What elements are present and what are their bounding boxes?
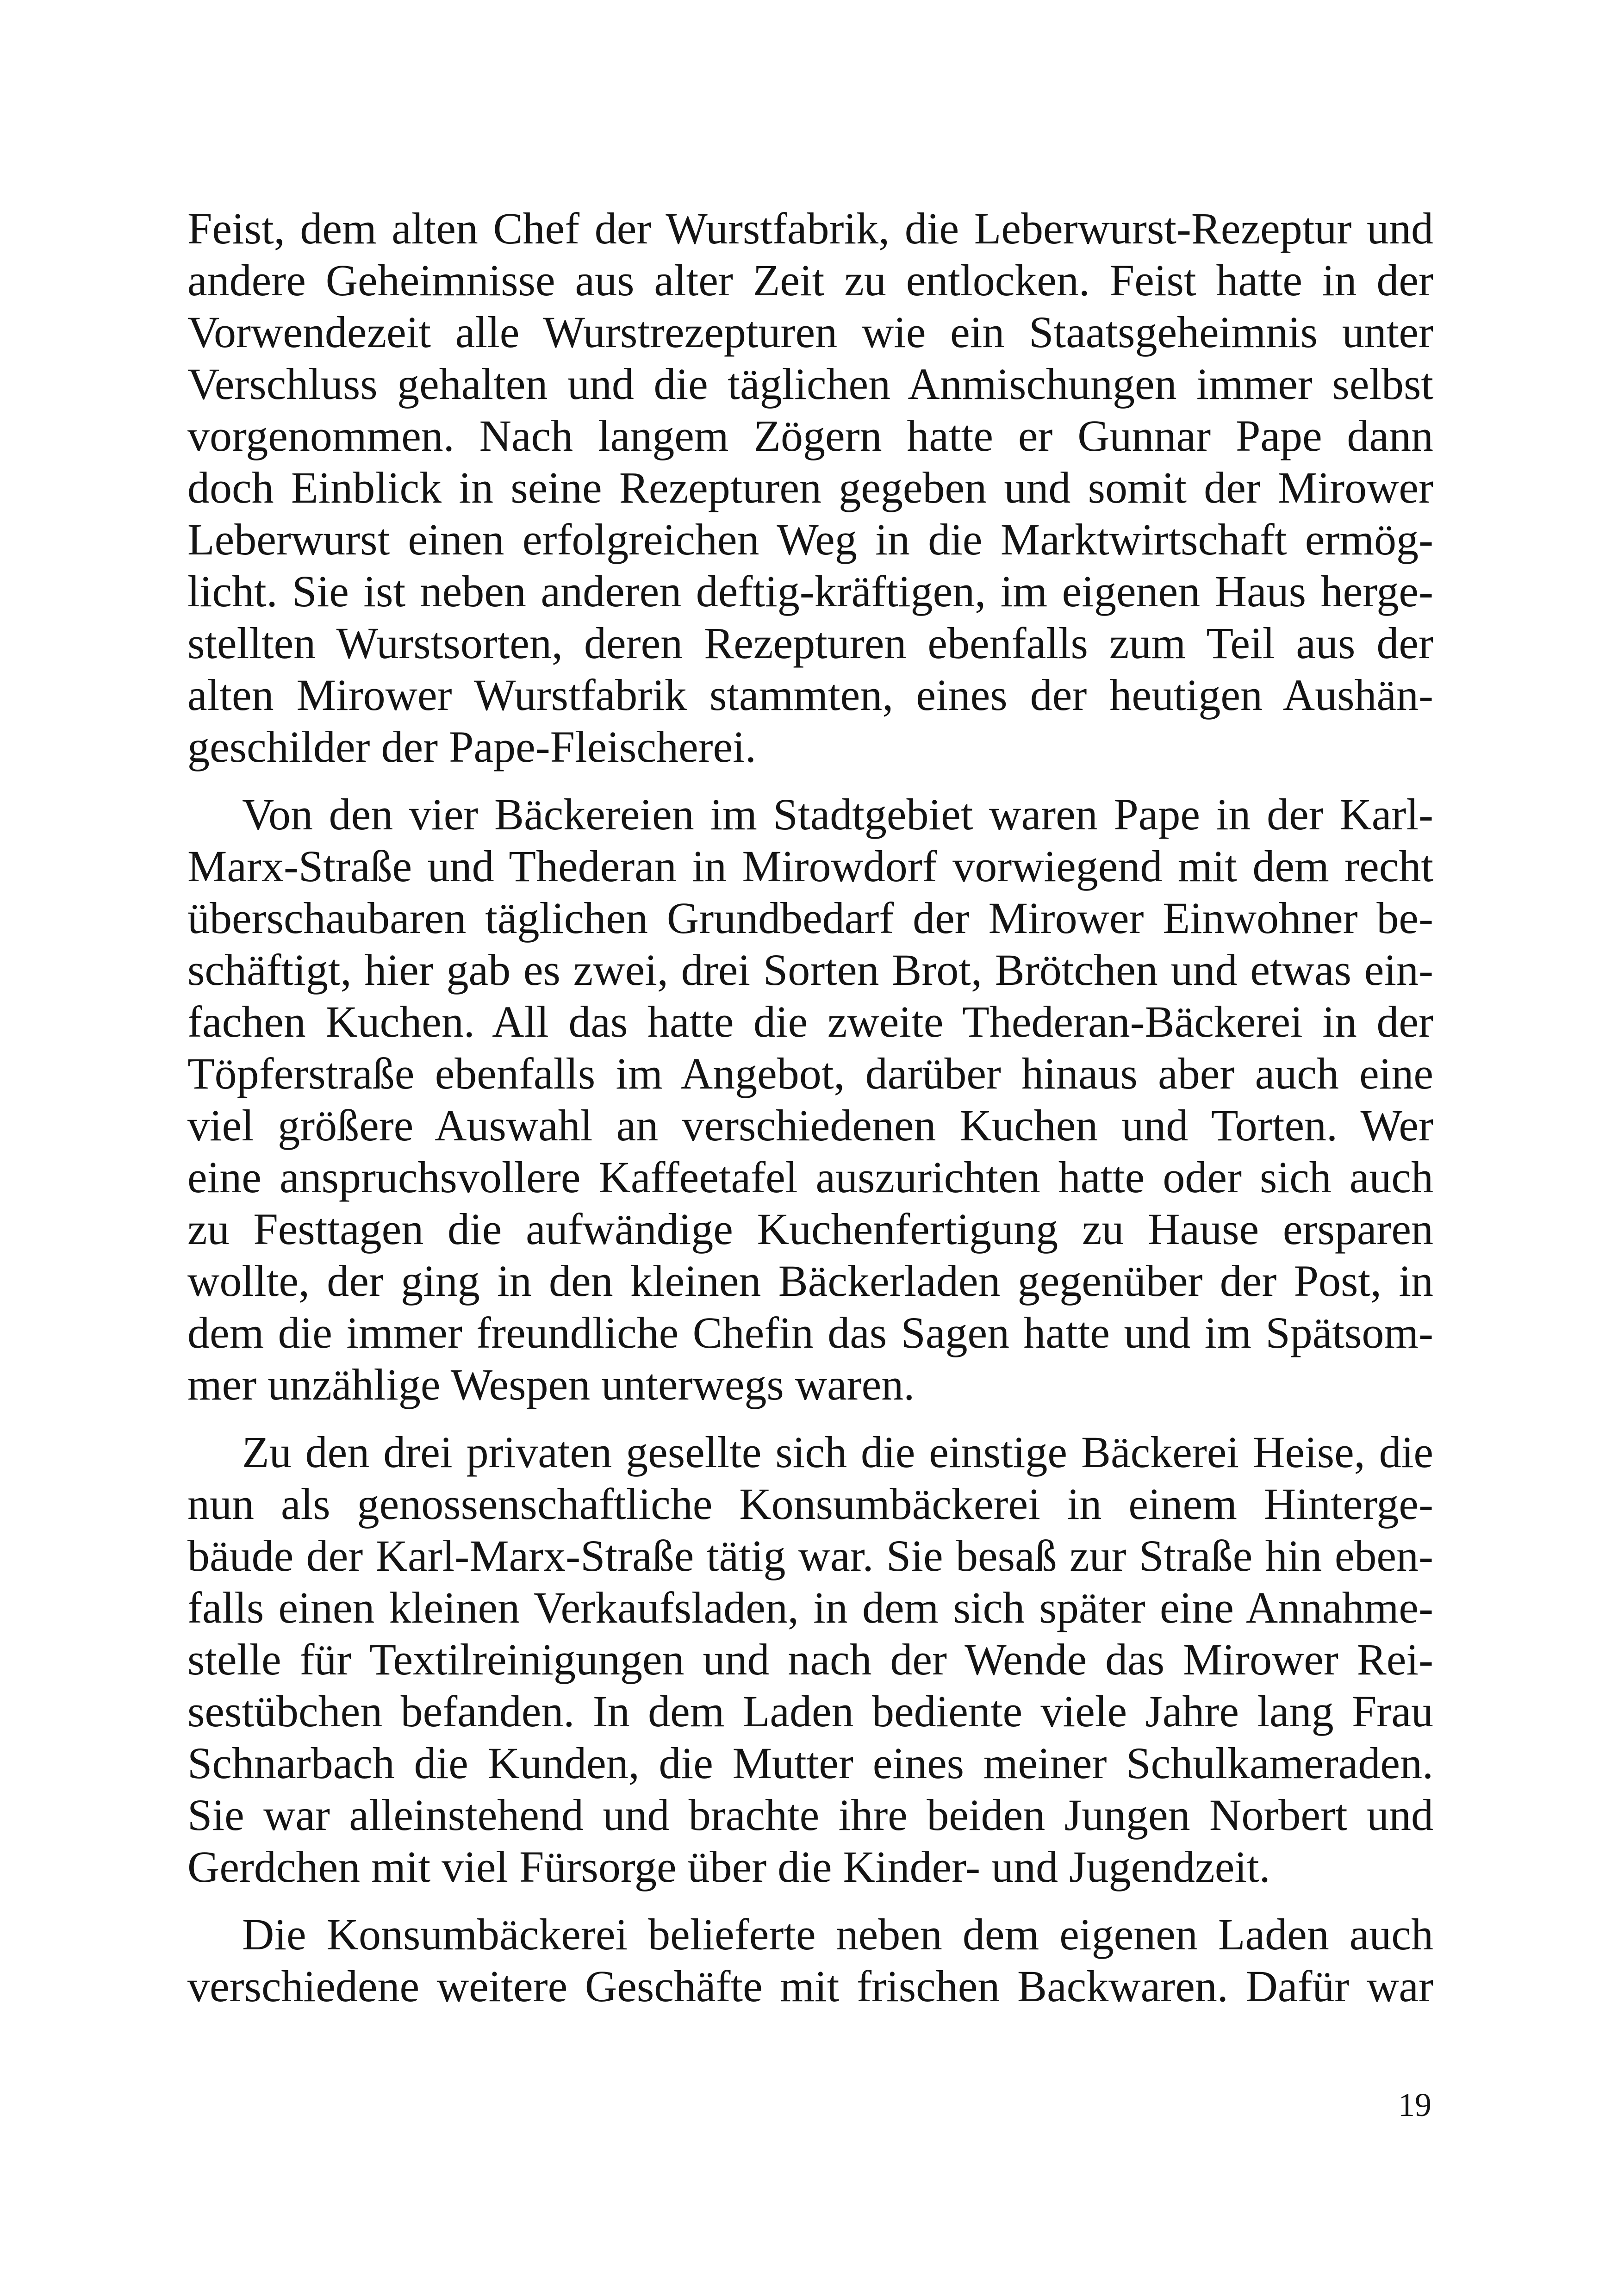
text-line: Von den vier Bäckereien im Stadtgebiet waren Pape in der Karl- xyxy=(242,790,1433,839)
text-line: alten Mirower Wurstfabrik stammten, eines der heutigen Aushän- xyxy=(187,670,1433,720)
text-line: verschiedene weitere Geschäfte mit frischen Backwaren. Dafür war xyxy=(187,1961,1433,2011)
paragraph xyxy=(187,203,1433,773)
text-line: doch Einblick in seine Rezepturen gegeben und somit der Mirower xyxy=(187,463,1433,512)
text-line: Leberwurst einen erfolgreichen Weg in die Marktwirtschaft ermög- xyxy=(187,515,1433,564)
text-line: wollte, der ging in den kleinen Bäckerladen gegenüber der Post, in xyxy=(187,1256,1433,1306)
text-line: Marx-Straße und Thederan in Mirowdorf vorwiegend mit dem recht xyxy=(187,841,1433,891)
paragraph xyxy=(187,789,1433,1411)
paragraph-gap xyxy=(187,1893,1433,1909)
text-line: licht. Sie ist neben anderen deftig-kräftigen, im eigenen Haus herge- xyxy=(187,566,1433,616)
text-line: Feist, dem alten Chef der Wurstfabrik, die Leberwurst-Rezeptur und xyxy=(187,204,1433,253)
paragraph xyxy=(187,1909,1433,2012)
text-line: sestübchen befanden. In dem Laden bediente viele Jahre lang Frau xyxy=(187,1686,1433,1736)
body-text xyxy=(187,203,1433,2012)
text-line: andere Geheimnisse aus alter Zeit zu entlocken. Feist hatte in der xyxy=(187,255,1433,305)
text-line: Zu den drei privaten gesellte sich die einstige Bäckerei Heise, die xyxy=(242,1427,1433,1477)
text-line: Verschluss gehalten und die täglichen Anmischungen immer selbst xyxy=(187,359,1433,409)
text-line: mer unzählige Wespen unterwegs waren. xyxy=(187,1360,915,1409)
text-line: überschaubaren täglichen Grundbedarf der Mirower Einwohner be- xyxy=(187,893,1433,943)
text-line: dem die immer freundliche Chefin das Sagen hatte und im Spätsom- xyxy=(187,1308,1433,1357)
text-line: schäftigt, hier gab es zwei, drei Sorten Brot, Brötchen und etwas ein- xyxy=(187,945,1433,995)
text-line: Sie war alleinstehend und brachte ihre beiden Jungen Norbert und xyxy=(187,1790,1433,1840)
text-line: Vorwendezeit alle Wurstrezepturen wie ein Staatsgeheimnis unter xyxy=(187,307,1433,357)
text-line: bäude der Karl-Marx-Straße tätig war. Sie besaß zur Straße hin eben- xyxy=(187,1531,1433,1580)
text-line: stelle für Textilreinigungen und nach der Wende das Mirower Rei- xyxy=(187,1635,1433,1684)
text-line: vorgenommen. Nach langem Zögern hatte er Gunnar Pape dann xyxy=(187,411,1433,460)
text-line: Schnarbach die Kunden, die Mutter eines meiner Schulkameraden. xyxy=(187,1738,1433,1788)
text-line: fachen Kuchen. All das hatte die zweite Thederan-Bäckerei in der xyxy=(187,997,1433,1046)
text-line: Gerdchen mit viel Fürsorge über die Kinder- und Jugendzeit. xyxy=(187,1842,1270,1892)
paragraph-gap xyxy=(187,1411,1433,1426)
text-line: nun als genossenschaftliche Konsumbäckerei in einem Hinterge- xyxy=(187,1479,1433,1529)
text-line: eine anspruchsvollere Kaffeetafel auszurichten hatte oder sich auch xyxy=(187,1152,1433,1202)
text-line: falls einen kleinen Verkaufsladen, in dem sich später eine Annahme- xyxy=(187,1583,1433,1632)
text-line: viel größere Auswahl an verschiedenen Kuchen und Torten. Wer xyxy=(187,1101,1433,1150)
text-line: Die Konsumbäckerei belieferte neben dem eigenen Laden auch xyxy=(242,1910,1433,1959)
page-number: 19 xyxy=(1398,2086,1431,2123)
paragraph xyxy=(187,1426,1433,1893)
text-line: Töpferstraße ebenfalls im Angebot, darüber hinaus aber auch eine xyxy=(187,1049,1433,1098)
text-line: zu Festtagen die aufwändige Kuchenfertigung zu Hause ersparen xyxy=(187,1204,1433,1254)
text-line: geschilder der Pape-Fleischerei. xyxy=(187,722,756,772)
text-line: stellten Wurstsorten, deren Rezepturen ebenfalls zum Teil aus der xyxy=(187,618,1433,668)
paragraph-gap xyxy=(187,773,1433,789)
